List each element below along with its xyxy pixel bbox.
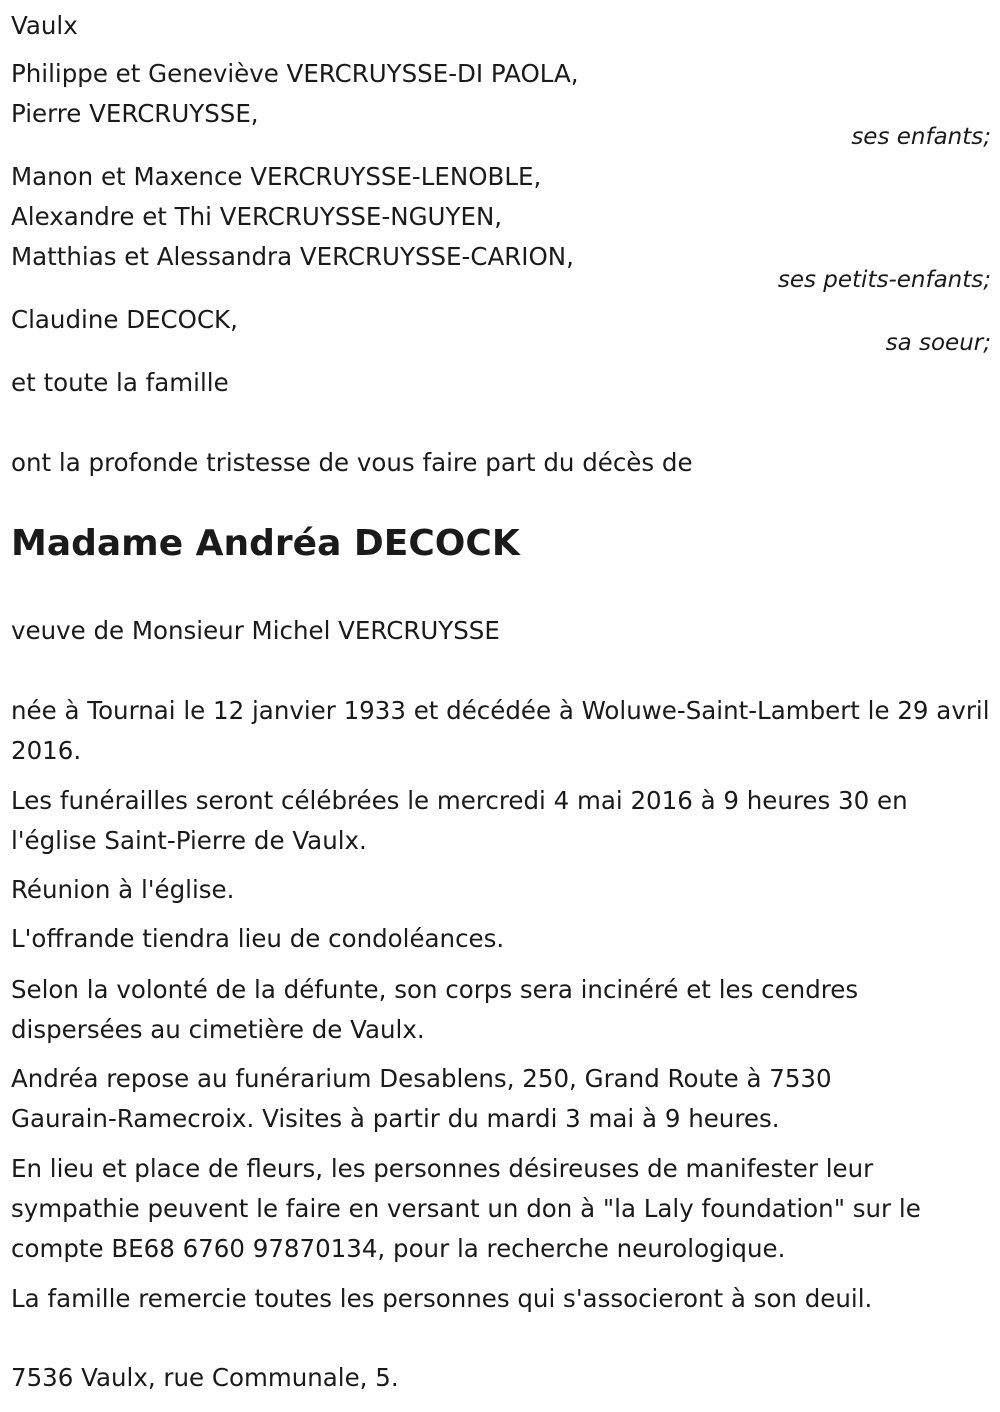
- sister-line: Claudine DECOCK,: [11, 305, 238, 334]
- widow-of: veuve de Monsieur Michel VERCRUYSSE: [11, 616, 500, 645]
- announcement: ont la profonde tristesse de vous faire part du décès de: [11, 448, 693, 477]
- deceased-name: Madame Andréa DECOCK: [11, 523, 520, 564]
- offering-paragraph: L'offrande tiendra lieu de condoléances.: [11, 924, 505, 953]
- thanks-paragraph: La famille remercie toutes les personnes qui s'associeront à son deuil.: [11, 1284, 873, 1313]
- child-line-2: Pierre VERCRUYSSE,: [11, 99, 259, 128]
- address: 7536 Vaulx, rue Communale, 5.: [11, 1363, 399, 1392]
- cremation-paragraph: Selon la volonté de la défunte, son corps sera incinéré et les cendres dispersées au cimetière de Vaulx.: [11, 975, 859, 1044]
- header-town: Vaulx: [11, 11, 78, 40]
- funerarium-paragraph: Andréa repose au funérarium Desablens, 250, Grand Route à 7530 Gaurain-Ramecroix. Visites à partir du mardi 3 mai à 9 heures.: [11, 1064, 832, 1133]
- role-sister: sa soeur;: [885, 330, 991, 356]
- child-line-1: Philippe et Geneviève VERCRUYSSE-DI PAOLA,: [11, 59, 579, 88]
- role-grandchildren: ses petits-enfants;: [777, 267, 991, 293]
- role-children: ses enfants;: [851, 124, 991, 150]
- grandchild-line-2: Alexandre et Thi VERCRUYSSE-NGUYEN,: [11, 202, 503, 231]
- grandchild-line-1: Manon et Maxence VERCRUYSSE-LENOBLE,: [11, 162, 542, 191]
- donation-paragraph: En lieu et place de fleurs, les personnes désireuses de manifester leur sympathie peuvent le faire en versant un don à "la Laly foundation" sur le compte BE68 6760 97870134, pour la recherche neurologique.: [11, 1154, 921, 1263]
- family-line: et toute la famille: [11, 368, 229, 397]
- meeting-paragraph: Réunion à l'église.: [11, 875, 235, 904]
- birth-death-paragraph: née à Tournai le 12 janvier 1933 et décédée à Woluwe-Saint-Lambert le 29 avril 2016.: [11, 696, 990, 765]
- funeral-paragraph: Les funérailles seront célébrées le mercredi 4 mai 2016 à 9 heures 30 en l'église Saint-Pierre de Vaulx.: [11, 786, 908, 855]
- grandchild-line-3: Matthias et Alessandra VERCRUYSSE-CARION,: [11, 242, 574, 271]
